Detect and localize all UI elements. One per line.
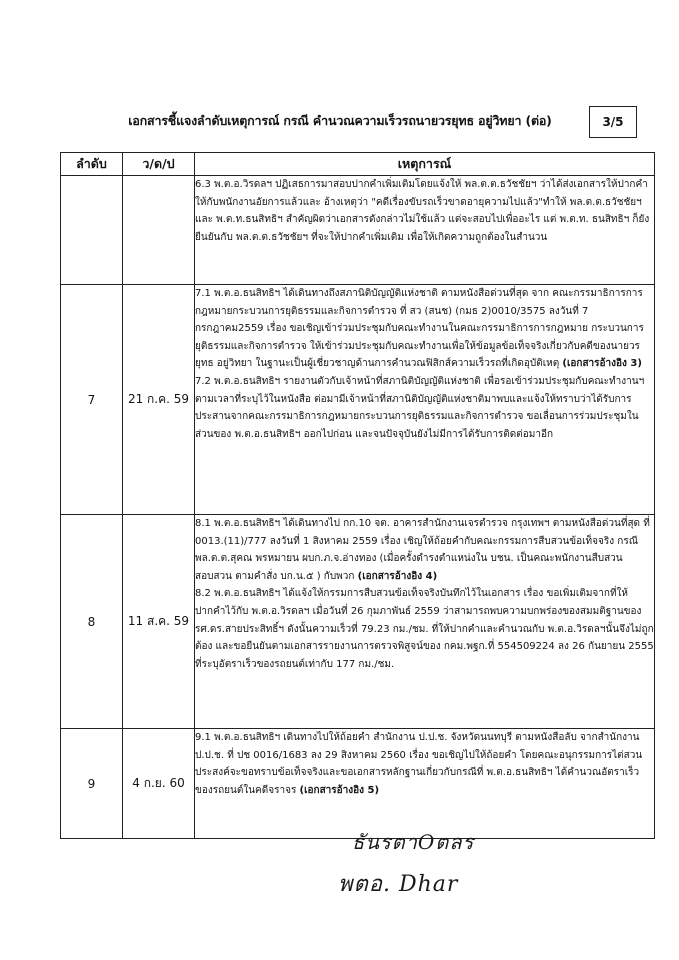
page-number-box: 3/5 (589, 106, 637, 138)
event-paragraph: 7.1 พ.ต.อ.ธนสิทธิฯ ได้เดินทางถึงสภานิติบัญญัติแห่งชาติ ตามหนังสือด่วนที่สุด จาก คณะกรรมาธิการการกฎหมายกระบวนการยุติธรรมและกิจการตำรวจ ที่ สว (สนช) (กมธ 2)0010/3575 ลงวันที่ 7 กรกฎาคม2559 เรื่อง ขอเชิญเข้าร่วมประชุมกับคณะทำงานในคณะกรรมาธิการการกฎหมาย กระบวนการยุติธรรมและกิจการตำรวจ ให้เข้าร่วมประชุมกับคณะทำงานเพื่อให้ข้อมูลข้อเท็จจริงเกี่ยวกับคดีของนายวรยุทธ อยู่วิทยา ในฐานะเป็นผู้เชี่ยวชาญด้านการคำนวณฟิสิกส์ความเร็วรถที่เกิดอุบัติเหตุ (เอกสารอ้างอิง 3) (195, 288, 644, 370)
event-paragraph: 9.1 พ.ต.อ.ธนสิทธิฯ เดินทางไปให้ถ้อยคำ สำนักงาน ป.ป.ช. จังหวัดนนทบุรี ตามหนังสือลับ จากสำนักงาน ป.ป.ช. ที่ ปช 0016/1683 ลง 29 สิงหาคม 2560 เรื่อง ขอเชิญไปให้ถ้อยคำ โดยคณะอนุกรรมการไต่สวนประสงค์จะขอทราบข้อเท็จจริงและขอเอกสารหลักฐานเกี่ยวกับกรณีที่ พ.ต.อ.ธนสิทธิฯ ได้คำนวณอัตราเร็วของรถยนต์ในคดีจราจร (เอกสารอ้างอิง 5) (195, 732, 643, 796)
row-date: 21 ก.ค. 59 (123, 285, 195, 515)
header-event: เหตุการณ์ (195, 153, 655, 176)
row-event (195, 729, 655, 839)
row-number: 9 (61, 729, 123, 839)
timeline-table (60, 152, 655, 839)
row-number: 7 (61, 285, 123, 515)
row-number (61, 176, 123, 285)
header-number: ลำดับ (61, 153, 123, 176)
row-date: 11 ส.ค. 59 (123, 515, 195, 729)
event-paragraph: 8.1 พ.ต.อ.ธนสิทธิฯ ได้เดินทางไป กก.10 จต. อาคารสำนักงานเจรตำรวจ กรุงเทพฯ ตามหนังสือด่วนที่สุด ที่ 0013.(11)/777 ลงวันที่ 1 สิงหาคม 2559 เรื่อง เชิญให้ถ้อยคำกับคณะกรรมการสืบสวนข้อเท็จจริง กรณี พล.ต.ต.สุคณ พรหมายน ผบก.ภ.จ.อ่างทอง (เมื่อครั้งดำรงตำแหน่งใน บชน. เป็นคณะพนักงานสืบสวนสอบสวน ตามคำสั่ง บก.น.๕ ) กับพวก (เอกสารอ้างอิง 4) (195, 518, 650, 582)
event-paragraph: 6.3 พ.ต.อ.วิรดลฯ ปฏิเสธการมาสอบปากคำเพิ่มเติมโดยแจ้งให้ พล.ต.ต.ธวัชชัยฯ ว่าได้ส่งเอกสารให้ปากคำให้กับพนักงานอัยการแล้วและ อ้างเหตุว่า "คดีเรื่องขับรถเร็วขาดอายุความไปแล้ว"ทำให้ พล.ต.ต.ธวัชชัยฯและ พ.ต.ท.ธนสิทธิฯ สำคัญผิดว่าเอกสารดังกล่าวไม่ใช้แล้ว แต่จะสอบไปเพื่ออะไร แต่ พ.ต.ท. ธนสิทธิฯ ก็ยังยืนยันกับ พล.ต.ต.ธวัชชัยฯ ที่จะให้ปากคำเพิ่มเติม เพื่อให้เกิดความถูกต้องในสำนวน (195, 179, 650, 243)
row-number: 8 (61, 515, 123, 729)
row-event (195, 285, 655, 515)
reference-label: (เอกสารอ้างอิง 5) (299, 784, 380, 796)
reference-label: (เอกสารอ้างอิง 3) (562, 358, 642, 370)
table-header-row (61, 153, 655, 176)
handwritten-signature-line-2: พตอ. Dhar (338, 872, 459, 897)
header-date: ว/ด/ป (123, 153, 195, 176)
event-paragraph: 7.2 พ.ต.อ.ธนสิทธิฯ รายงานตัวกับเจ้าหน้าที่สภานิติบัญญัติแห่งชาติ เพื่อรอเข้าร่วมประชุมกับคณะทำงานฯ ตามเวลาที่ระบุไว้ในหนังสือ ต่อมามีเจ้าหน้าที่สภานิติบัญญัติแห่งชาติมาพบและแจ้งให้ทราบว่าได้รับการประสานจากคณะกรรมาธิการกฎหมายกระบวนการยุติธรรมและกิจการตำรวจ ขอเลื่อนการร่วมประชุมในส่วนของ พ.ต.อ.ธนสิทธิฯ ออกไปก่อน และจนปัจจุบันยังไม่มีการได้รับการติดต่อมาอีก (195, 375, 645, 440)
handwritten-signature-line-1: ธันรตาOตลร (352, 830, 475, 854)
event-paragraph: 8.2 พ.ต.อ.ธนสิทธิฯ ได้แจ้งให้กรรมการสืบสวนข้อเท็จจริงบันทึกไว้ในเอกสาร เรื่อง ขอเพิ่มเติมจากที่ให้ปากคำไว้กับ พ.ต.อ.วิรดลฯ เมื่อวันที่ 26 กุมภาพันธ์ 2559 ว่าสามารถพบความบกพร่องของสมมติฐานของ รศ.ดร.สายประสิทธิ์ฯ ดังนั้นความเร็วที่ 79.23 กม./ชม. ที่ให้ปากคำและคำนวณกับ พ.ต.อ.วิรดลฯนั้นจึงไม่ถูกต้อง และขอยืนยันตามเอกสารรายงานการตรวจพิสูจน์ของ กคม.พฐก.ที่ 554509224 ลง 26 กันยายน 2555 ที่ระบุอัตราเร็วของรถยนต์เท่ากับ 177 กม./ชม. (195, 588, 654, 670)
table-row (61, 515, 655, 729)
row-event (195, 176, 655, 285)
table-row (61, 285, 655, 515)
row-date: 4 ก.ย. 60 (123, 729, 195, 839)
reference-label: (เอกสารอ้างอิง 4) (357, 570, 438, 582)
row-date (123, 176, 195, 285)
row-event (195, 515, 655, 729)
document-title: เอกสารชี้แจงลำดับเหตุการณ์ กรณี คำนวณความเร็วรถนายวรยุทธ อยู่วิทยา (ต่อ) (128, 113, 552, 128)
table-row (61, 176, 655, 285)
table-row (61, 729, 655, 839)
